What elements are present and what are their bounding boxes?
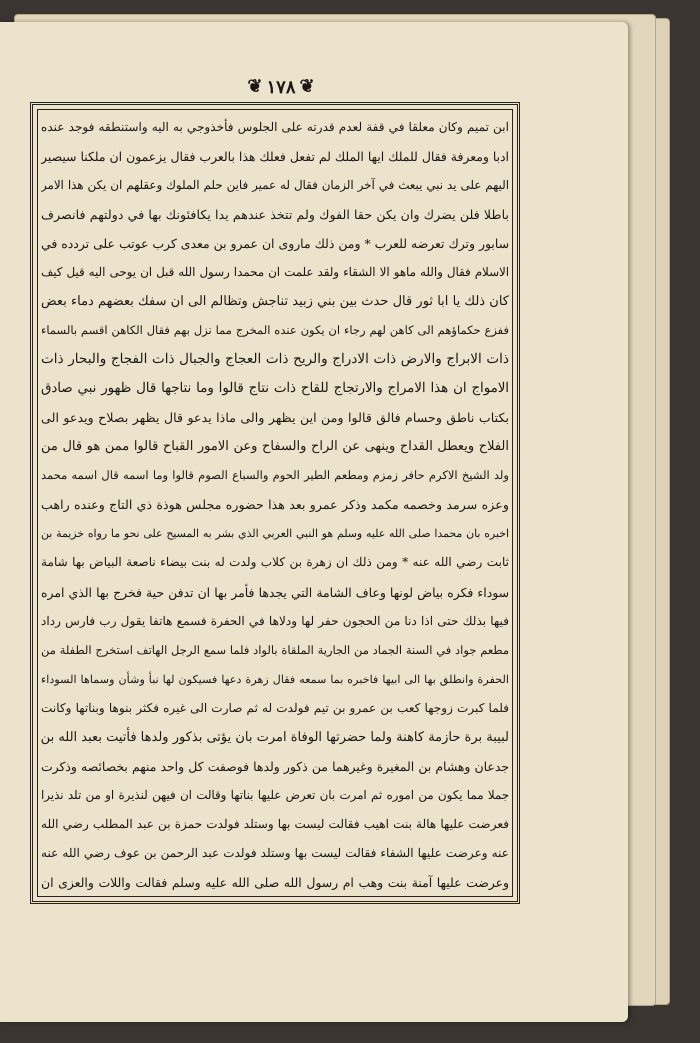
text-line: جدعان وهشام بن المغيرة وغيرهما من ذكور ولدها فوصفت كل واحد منهم بخصائصه وذكرت <box>41 758 509 774</box>
text-line: الامواج ان هذا الامراج والارتجاج للقاح ذات نتاج قالوا وما نتاجها قال ظهور نبي صادق <box>41 381 509 397</box>
text-line: كان ذلك يا ابا ثور قال حدث بين بني زبيد تناجش وتظالم الى ان سفك بعضهم دماء بعض <box>41 294 509 310</box>
text-line: الفلاح ويعطل القداح وينهى عن الراح والسفاح وعن الامور القباح قالوا ممن هو قال من <box>41 439 509 455</box>
text-line: ولد الشيخ الاكرم حافر زمزم ومطعم الطير الحوم والسباع الصوم قالوا وما اسمه قال اسمه محمد <box>41 468 509 483</box>
text-line: وعزه سرمد وخصمه مكمد وذكر عمرو بعد هذا حضوره مجلس هوذة ذي التاج وعنده راهب <box>41 497 509 513</box>
text-line: الحفرة وانطلق بها الى ابيها فاخبره بما سمعه فقال زهرة دعها فسيكون لها نبأ وشأن وسماها السوداء <box>41 672 509 686</box>
text-line: لبيبة برة حازمة كاهنة ولما حضرتها الوفاة امرت بان يؤتى بذكور ولدها فأتيت بعبد الله بن <box>41 729 509 745</box>
text-line: جملا مما يكون من اموره ثم امرت بان تعرض عليها بناتها وقالت ان فيهن لنذيرة او من تلد نذيرا <box>41 787 509 802</box>
text-line: اخبره بان محمدا صلى الله عليه وسلم هو النبي العربي الذي بشر به المسيح على نحو ما رواه خزيمة بن <box>41 527 509 541</box>
text-line: فيها بذلك حتى اذا دنا من الحجون حفر لها ودلاها في الحفرة فسمع هاتفا يقول رب فارس رداد <box>41 613 509 628</box>
text-line: فلما كبرت زوجها كعب بن عمرو بن تيم فولدت له ثم صارت الى غيره فكثر بنوها وبناتها وكانت <box>41 700 509 715</box>
text-line: ادبا ومعرفة فقال للملك ايها الملك لم تفعل فعلك هذا بالعرب فقال يزعمون ان ملكنا سيصير <box>41 149 509 165</box>
text-line: فعرضت عليها هالة بنت اهيب فقالت ليست بها وستلد فولدت حمزة بن عبد المطلب رضي الله <box>41 816 509 831</box>
text-block <box>41 111 509 895</box>
text-frame <box>30 102 520 904</box>
text-line: بكتاب ناطق وحسام فالق قالوا ومن اين يظهر والى ماذا يدعو قال يظهر بصلاح ويدعو الى <box>41 410 509 426</box>
text-line: ثابت رضي الله عنه * ومن ذلك ان زهرة بن كلاب ولدت له بنت بيضاء ناصعة البياض بها شامة <box>41 555 509 570</box>
page-number: ١٧٨ <box>266 76 296 98</box>
text-line: وعرضت عليها آمنة بنت وهب ام رسول الله صلى الله عليه وسلم فقالت واللات والعزى ان <box>41 874 509 890</box>
text-line: سوداء فكره بياض لونها وعاف الشامة التي يجدها فأمر بها ان تدفن حية فخرج بها الذي امره <box>41 584 509 600</box>
text-line: ذات الابراج والارض ذات الادراج والريح ذات العجاج والجبال ذات الفجاج والبحار ذات <box>41 351 509 368</box>
page-header <box>246 74 316 100</box>
text-line: اليهم على يد نبي يبعث في آخر الزمان فقال له عمير فاين حلم الملوك وعقلهم ان يكن هذا الامر <box>41 178 509 193</box>
text-line: باطلا فلن يضرك وان يكن حقا الفوك ولم تتخذ عندهم يدا يكافئونك بها في دولتهم فانصرف <box>41 207 509 223</box>
ornament-icon: ❦ <box>247 76 263 97</box>
text-line: عنه وعرضت عليها الشفاء فقالت ليست بها وستلد فولدت عبد الرحمن بن عوف رضي الله عنه <box>41 845 509 860</box>
text-line: ففزع حكماؤهم الى كاهن لهم رجاء ان يكون عنده المخرج مما نزل بهم فقال الكاهن اقسم بالسماء <box>41 323 509 338</box>
text-line: سابور وترك تعرضه للعرب * ومن ذلك ماروى ان عمرو بن معدى كرب عوتب على تردده في <box>41 236 509 252</box>
ornament-icon: ❦ <box>299 76 315 97</box>
text-line: الاسلام فقال والله ماهو الا الشقاء ولقد علمت ان محمدا رسول الله قبل ان يوحى اليه قيل كيف <box>41 265 509 280</box>
text-line: ابن تميم وكان معلقا في قفة لعدم قدرته على الجلوس فأخذوجي به اليه واستنطقه فوجد عنده <box>41 120 509 134</box>
text-line: مطعم جواد في السنة الجماد من الجارية الملقاة بالواد فلما سمع الرجل الهاتف استخرج الطفلة من <box>41 642 509 657</box>
